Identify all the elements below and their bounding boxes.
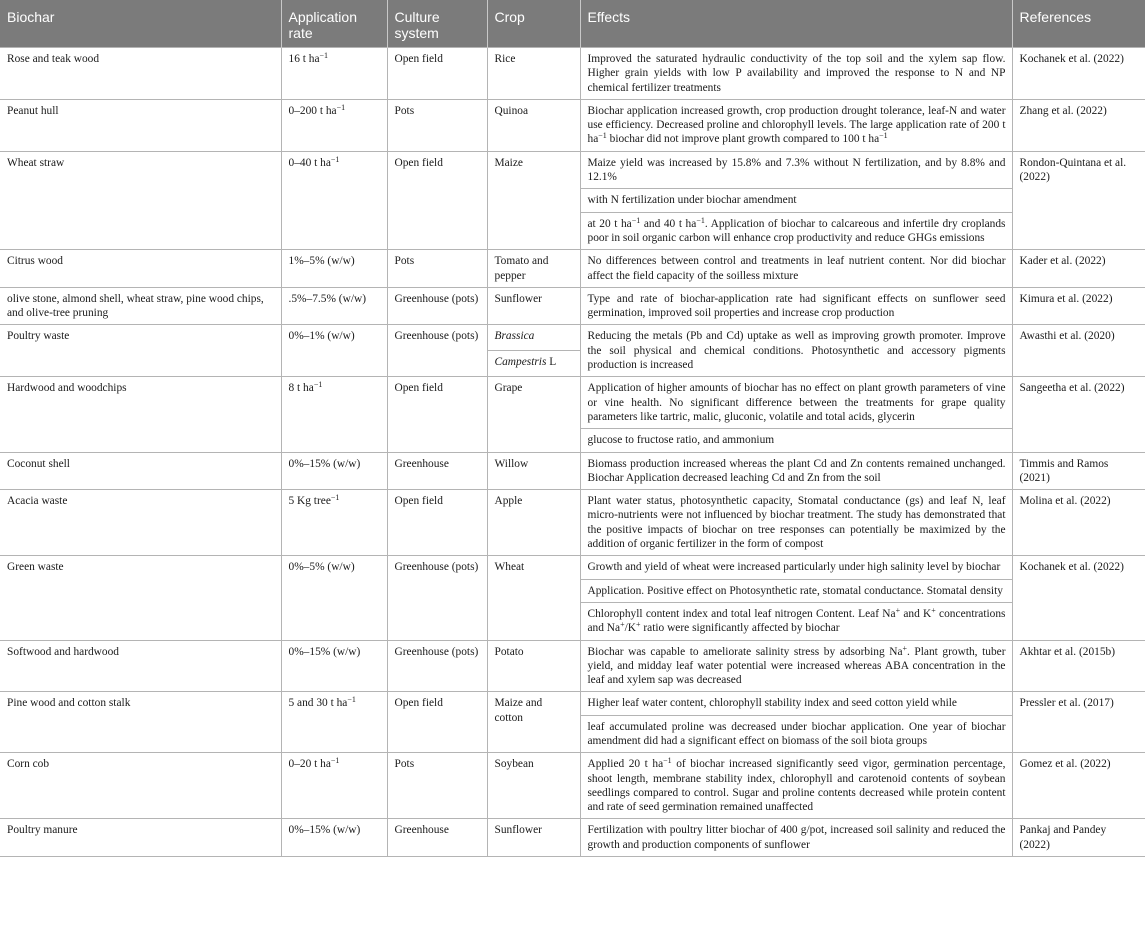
- culture-system-cell: Greenhouse: [387, 819, 487, 857]
- crop-cell: Tomato and pepper: [487, 250, 580, 288]
- header-biochar: Biochar: [0, 0, 281, 48]
- reference-cell: Kochanek et al. (2022): [1012, 556, 1145, 640]
- effects-cell: Type and rate of biochar-application rate had significant effects on sunflower seed germination, improved soil properties and increase crop production: [580, 287, 1012, 325]
- reference-cell: Sangeetha et al. (2022): [1012, 377, 1145, 452]
- culture-system-cell: Greenhouse (pots): [387, 287, 487, 325]
- application-rate-cell: 5 and 30 t $ha^{-1}$: [281, 692, 387, 753]
- application-rate-cell: 0%–15% (w/w): [281, 819, 387, 857]
- effects-cell: Applied 20 t $ha^{-1}$ of biochar increased significantly seed vigor, germination percentage, shoot length, membrane stability index, chlorophyll and carotenoid contents of soybean seedlings compared to control. Sugar and proline contents decreased while protein content and rate of seed germination remained unaffected: [580, 753, 1012, 819]
- biochar-cell: Poultry manure: [0, 819, 281, 857]
- table-row: [0, 640, 1145, 692]
- effects-cell: Growth and yield of wheat were increased particularly under high salinity level by biochar: [580, 556, 1012, 579]
- culture-system-cell: Open field: [387, 692, 487, 753]
- culture-system-cell: Open field: [387, 48, 487, 100]
- effects-cell: Maize yield was increased by 15.8% and 7.3% without N fertilization, and by 8.8% and 12.1%: [580, 151, 1012, 189]
- table-row: [0, 452, 1145, 490]
- table-body: [0, 48, 1145, 857]
- crop-cell: Potato: [487, 640, 580, 692]
- effects-cell: Chlorophyll content index and total leaf nitrogen Content. Leaf Na+ and K+ concentrations and Na+/K+ ratio were significantly affected by biochar: [580, 602, 1012, 640]
- effects-cell: Application. Positive effect on Photosynthetic rate, stomatal conductance. Stomatal density: [580, 579, 1012, 602]
- application-rate-cell: 0%–15% (w/w): [281, 640, 387, 692]
- crop-cell: Rice: [487, 48, 580, 100]
- header-application-rate: Application rate: [281, 0, 387, 48]
- effects-cell: Improved the saturated hydraulic conductivity of the top soil and the xylem sap flow. Higher grain yields with low P availability and improved the response to N and NP chemical fertilizer treatments: [580, 48, 1012, 100]
- table-row: [0, 287, 1145, 325]
- culture-system-cell: Greenhouse (pots): [387, 640, 487, 692]
- crop-cell: Maize and cotton: [487, 692, 580, 753]
- biochar-cell: Corn cob: [0, 753, 281, 819]
- reference-cell: Molina et al. (2022): [1012, 490, 1145, 556]
- effects-cell: Higher leaf water content, chlorophyll stability index and seed cotton yield while: [580, 692, 1012, 715]
- table-row: [0, 819, 1145, 857]
- application-rate-cell: 16 t $ha^{-1}$: [281, 48, 387, 100]
- effects-cell: glucose to fructose ratio, and ammonium: [580, 429, 1012, 452]
- table-row: [0, 556, 1145, 579]
- culture-system-cell: Pots: [387, 250, 487, 288]
- crop-cell: Sunflower: [487, 287, 580, 325]
- header-effects: Effects: [580, 0, 1012, 48]
- application-rate-cell: 1%–5% (w/w): [281, 250, 387, 288]
- reference-cell: Awasthi et al. (2020): [1012, 325, 1145, 377]
- application-rate-cell: 5 Kg tree$^{-1}$: [281, 490, 387, 556]
- effects-cell: Biochar was capable to ameliorate salinity stress by adsorbing Na+. Plant growth, tuber yield, and midday leaf water potential were increased whereas ABA concentration in the leaf and xylem sap was decreased: [580, 640, 1012, 692]
- culture-system-cell: Open field: [387, 490, 487, 556]
- crop-cell: Soybean: [487, 753, 580, 819]
- crop-cell: Wheat: [487, 556, 580, 640]
- crop-cell: Campestris L: [487, 351, 580, 377]
- table-row: [0, 250, 1145, 288]
- reference-cell: Zhang et al. (2022): [1012, 99, 1145, 151]
- effects-cell: Reducing the metals (Pb and Cd) uptake as well as improving growth promoter. Improve the soil physical and chemical conditions. Photosynthetic and accessory pigments production is increased: [580, 325, 1012, 377]
- culture-system-cell: Pots: [387, 99, 487, 151]
- reference-cell: Akhtar et al. (2015b): [1012, 640, 1145, 692]
- reference-cell: Pressler et al. (2017): [1012, 692, 1145, 753]
- crop-cell: Willow: [487, 452, 580, 490]
- effects-cell: Fertilization with poultry litter biochar of 400 g/pot, increased soil salinity and reduced the growth and production components of sunflower: [580, 819, 1012, 857]
- table-row: [0, 692, 1145, 715]
- effects-cell: No differences between control and treatments in leaf nutrient content. Nor did biochar affect the field capacity of the soilless mixture: [580, 250, 1012, 288]
- table-row: [0, 48, 1145, 100]
- biochar-cell: Citrus wood: [0, 250, 281, 288]
- application-rate-cell: 0–40 t $ha^{-1}$: [281, 151, 387, 249]
- application-rate-cell: 8 t $ha^{-1}$: [281, 377, 387, 452]
- crop-cell: Grape: [487, 377, 580, 452]
- table-row: [0, 325, 1145, 351]
- application-rate-cell: 0–200 t $ha^{-1}$: [281, 99, 387, 151]
- table-row: [0, 99, 1145, 151]
- table-row: [0, 151, 1145, 189]
- table-header-row: [0, 0, 1145, 48]
- reference-cell: Kochanek et al. (2022): [1012, 48, 1145, 100]
- reference-cell: Pankaj and Pandey (2022): [1012, 819, 1145, 857]
- table-row: [0, 377, 1145, 429]
- table-row: [0, 753, 1145, 819]
- application-rate-cell: 0–20 t $ha^{-1}$: [281, 753, 387, 819]
- crop-cell: Brassica: [487, 325, 580, 351]
- biochar-cell: Coconut shell: [0, 452, 281, 490]
- effects-cell: at 20 t $ha^{-1}$ and 40 t $ha^{-1}$. Application of biochar to calcareous and infertile dry croplands poor in soil organic carbon will enhance crop productivity and reduce GHGs emissions: [580, 212, 1012, 250]
- reference-cell: Timmis and Ramos (2021): [1012, 452, 1145, 490]
- header-references: References: [1012, 0, 1145, 48]
- biochar-cell: Acacia waste: [0, 490, 281, 556]
- reference-cell: Kader et al. (2022): [1012, 250, 1145, 288]
- biochar-cell: Rose and teak wood: [0, 48, 281, 100]
- reference-cell: Rondon-Quintana et al. (2022): [1012, 151, 1145, 249]
- crop-cell: Sunflower: [487, 819, 580, 857]
- crop-cell: Apple: [487, 490, 580, 556]
- culture-system-cell: Greenhouse: [387, 452, 487, 490]
- biochar-cell: Poultry waste: [0, 325, 281, 377]
- effects-cell: Application of higher amounts of biochar has no effect on plant growth parameters of vine or vine health. No significant difference between the treatments for grape quality parameters like tartric, malic, gluconic, volatile and total acids, glycerin: [580, 377, 1012, 429]
- crop-cell: Quinoa: [487, 99, 580, 151]
- header-crop: Crop: [487, 0, 580, 48]
- reference-cell: Gomez et al. (2022): [1012, 753, 1145, 819]
- culture-system-cell: Open field: [387, 377, 487, 452]
- biochar-cell: Hardwood and woodchips: [0, 377, 281, 452]
- application-rate-cell: .5%–7.5% (w/w): [281, 287, 387, 325]
- culture-system-cell: Greenhouse (pots): [387, 556, 487, 640]
- biochar-cell: Green waste: [0, 556, 281, 640]
- biochar-cell: Pine wood and cotton stalk: [0, 692, 281, 753]
- header-culture-system: Culture system: [387, 0, 487, 48]
- crop-cell: Maize: [487, 151, 580, 249]
- reference-cell: Kimura et al. (2022): [1012, 287, 1145, 325]
- effects-cell: Biochar application increased growth, crop production drought tolerance, leaf-N and water use efficiency. Decreased proline and chlorophyll levels. The large application rate of 200 t $ha^{-1}$ biochar did not improve plant growth compared to 100 t $ha^{-1}$: [580, 99, 1012, 151]
- effects-cell: Biomass production increased whereas the plant Cd and Zn contents remained unchanged. Biochar Application decreased leaching Cd and Zn from the soil: [580, 452, 1012, 490]
- culture-system-cell: Greenhouse (pots): [387, 325, 487, 377]
- biochar-cell: olive stone, almond shell, wheat straw, pine wood chips, and olive-tree pruning: [0, 287, 281, 325]
- application-rate-cell: 0%–15% (w/w): [281, 452, 387, 490]
- effects-cell: leaf accumulated proline was decreased under biochar application. One year of biochar amendment did had a significant effect on biomass of the soil biota groups: [580, 715, 1012, 753]
- culture-system-cell: Open field: [387, 151, 487, 249]
- effects-cell: with N fertilization under biochar amendment: [580, 189, 1012, 212]
- biochar-cell: Wheat straw: [0, 151, 281, 249]
- biochar-cell: Softwood and hardwood: [0, 640, 281, 692]
- application-rate-cell: 0%–5% (w/w): [281, 556, 387, 640]
- biochar-cell: Peanut hull: [0, 99, 281, 151]
- application-rate-cell: 0%–1% (w/w): [281, 325, 387, 377]
- effects-cell: Plant water status, photosynthetic capacity, Stomatal conductance (gs) and leaf N, leaf micro-nutrients were not influenced by biochar treatment. The study has demonstrated that the positive impacts of biochar on tree responses can potentially be maximized by the addition of organic fertilizer in the form of compost: [580, 490, 1012, 556]
- culture-system-cell: Pots: [387, 753, 487, 819]
- table-row: [0, 490, 1145, 556]
